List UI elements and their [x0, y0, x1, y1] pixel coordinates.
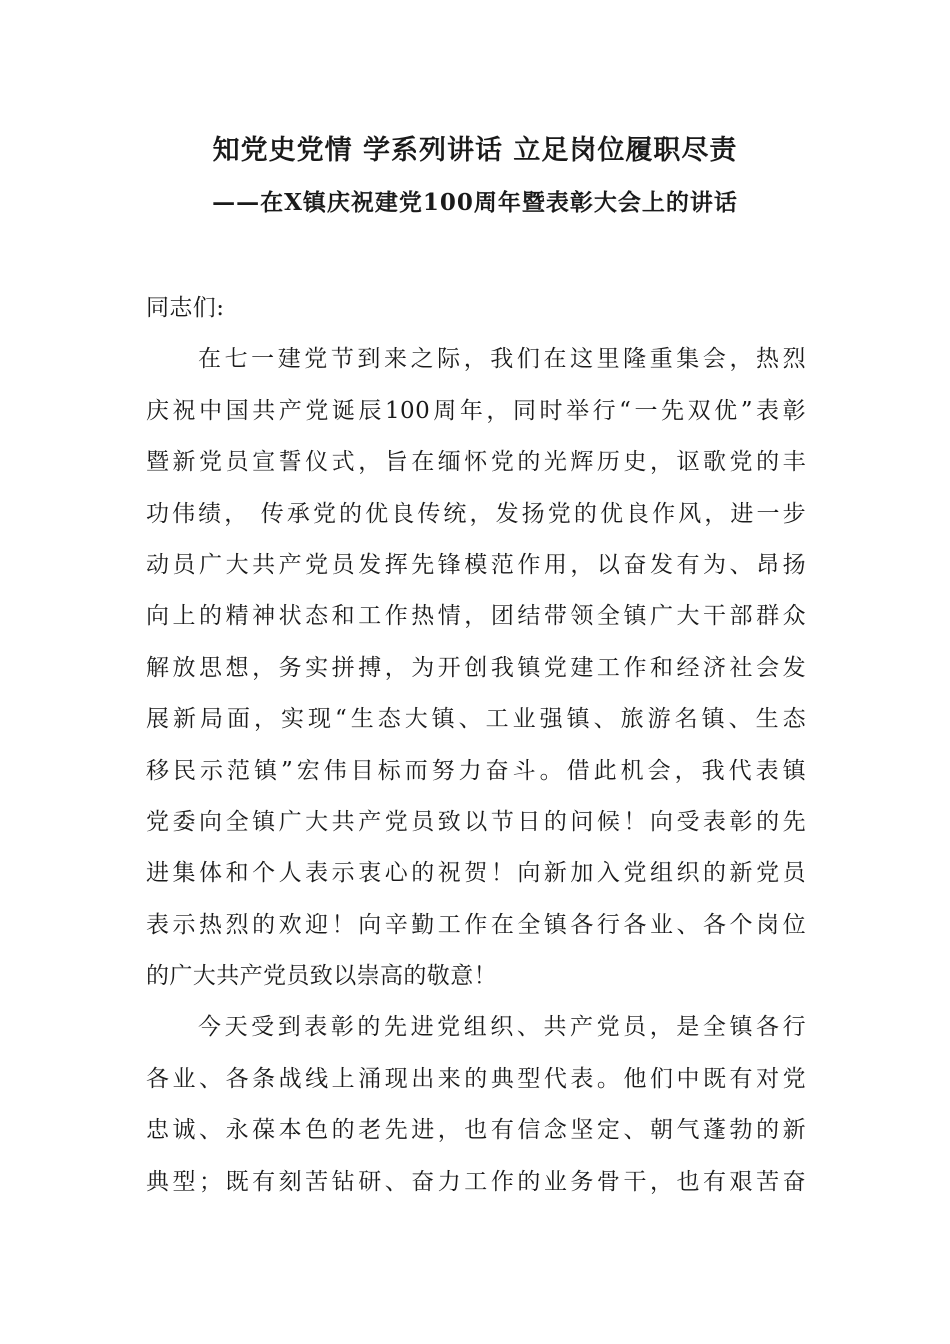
paragraph-2: [146, 1002, 806, 1208]
paragraph-line: 今天受到表彰的先进党组织、共产党员，是全镇各行: [198, 1014, 806, 1041]
paragraph-line: 进集体和个人表示衷心的祝贺！向新加入党组织的新党员: [146, 860, 806, 887]
paragraph-line: 典型；既有刻苦钻研、奋力工作的业务骨干，也有艰苦奋: [146, 1168, 806, 1195]
salutation: 同志们:: [146, 295, 225, 321]
paragraph-line: 向上的精神状态和工作热情，团结带领全镇广大干部群众: [146, 603, 806, 630]
paragraph-line: 功伟绩， 传承党的优良传统，发扬党的优良作风，进一步: [146, 500, 806, 527]
paragraph-line: 暨新党员宣誓仪式，旨在缅怀党的光辉历史，讴歌党的丰: [146, 449, 806, 476]
paragraph-line: 解放思想，务实拼搏，为开创我镇党建工作和经济社会发: [146, 654, 806, 681]
paragraph-line: 庆祝中国共产党诞辰100周年，同时举行“一先双优”表彰: [146, 397, 806, 424]
paragraph-line: 党委向全镇广大共产党员致以节日的问候！向受表彰的先: [146, 808, 806, 835]
paragraph-line: 各业、各条战线上涌现出来的典型代表。他们中既有对党: [146, 1065, 806, 1092]
document-subtitle: ——在X镇庆祝建党100周年暨表彰大会上的讲话: [212, 189, 738, 216]
document-title: 知党史党情 学系列讲话 立足岗位履职尽责: [212, 135, 738, 166]
paragraph-line: 忠诚、永葆本色的老先进，也有信念坚定、朝气蓬勃的新: [146, 1117, 806, 1144]
paragraph-line: 表示热烈的欢迎！向辛勤工作在全镇各行各业、各个岗位: [146, 911, 806, 938]
paragraph-line: 移民示范镇”宏伟目标而努力奋斗。借此机会，我代表镇: [146, 757, 806, 784]
paragraph-line: 展新局面，实现“生态大镇、工业强镇、旅游名镇、生态: [146, 706, 806, 733]
paragraph-line: 在七一建党节到来之际，我们在这里隆重集会，热烈: [198, 346, 806, 373]
paragraph-1: [146, 334, 806, 1002]
document-body: [146, 283, 806, 1208]
paragraph-line: 的广大共产党员致以崇高的敬意！: [146, 963, 497, 990]
paragraph-line: 动员广大共产党员发挥先锋模范作用，以奋发有为、昂扬: [146, 551, 806, 578]
